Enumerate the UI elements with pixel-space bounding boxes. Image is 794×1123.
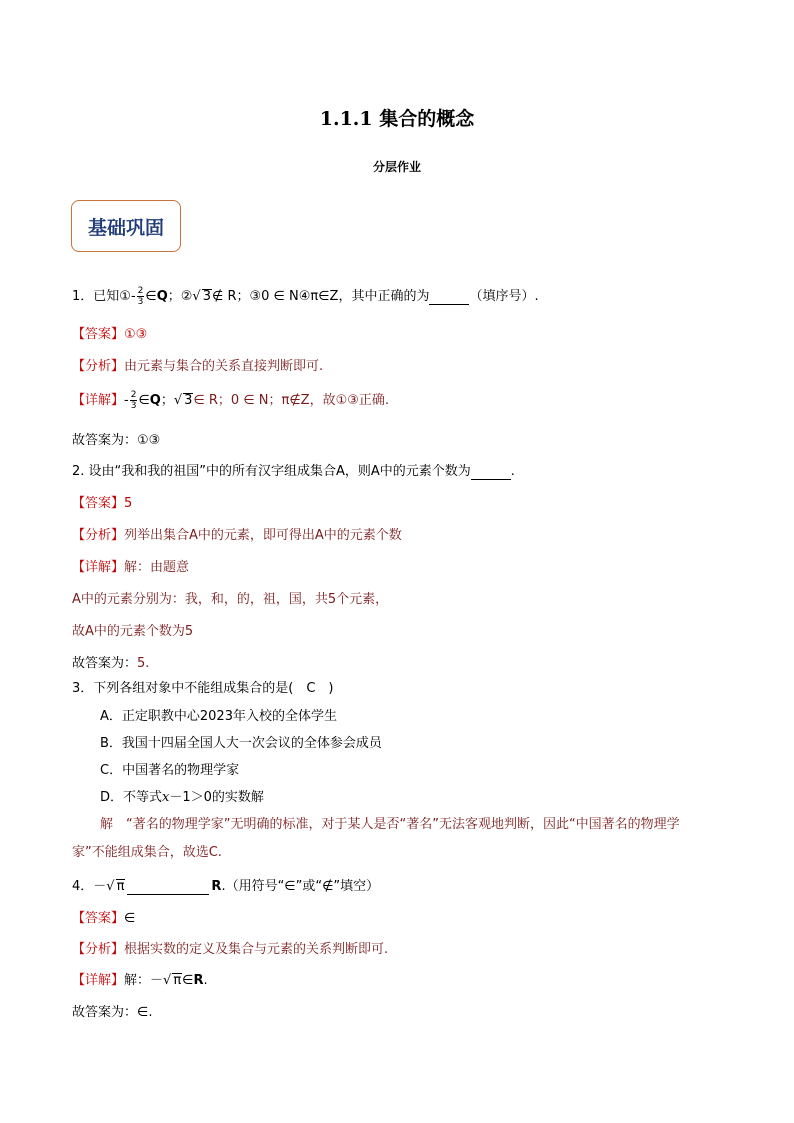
question-1-answer — [72, 323, 147, 342]
question-3-option-a: A．正定职教中心2023年入校的全体学生 — [100, 709, 337, 724]
question-1-conclusion — [72, 429, 160, 448]
question-2-text: 2. 设由“我和我的祖国”中的所有汉字组成集合A，则A中的元素个数为 — [72, 464, 471, 479]
sqrt-radicand: 3 — [184, 393, 193, 408]
question-2-answer — [72, 492, 132, 511]
analysis-label: 【分析】 — [72, 942, 125, 957]
question-2-stem — [72, 460, 515, 480]
answer-value: 5 — [124, 496, 133, 511]
question-2-detail-line2: 故A中的元素个数为5 — [72, 624, 194, 639]
question-1-text: ∉ R；③0 ∈ N④π∈Z，其中正确的为 — [212, 289, 430, 304]
question-1-analysis — [72, 355, 323, 374]
question-1-stem — [72, 285, 539, 307]
question-4-text: .（用符号“∈”或“∉”填空） — [221, 879, 380, 894]
detail-label: 【详解】 — [72, 393, 125, 408]
analysis-text: 根据实数的定义及集合与元素的关系判断即可. — [124, 942, 389, 957]
analysis-text: 由元素与集合的关系直接判断即可. — [124, 359, 324, 374]
question-3-option-b: B．我国十四届全国人大一次会议的全体参会成员 — [100, 736, 382, 751]
sqrt-symbol: √ — [192, 289, 201, 304]
fraction-denominator: 3 — [130, 401, 137, 411]
sqrt-radicand: π — [116, 879, 125, 894]
detail-text: ∈ R；0 ∈ N；π∉Z，故①③正确. — [193, 393, 390, 408]
question-3-stem: 3．下列各组对象中不能组成集合的是( C ) — [72, 681, 334, 696]
conclusion-value: ①③ — [137, 433, 161, 448]
sqrt-radicand: 3 — [202, 289, 211, 304]
answer-blank[interactable] — [429, 289, 469, 305]
sqrt-symbol: √ — [163, 973, 172, 988]
question-4-number: 4． — [72, 879, 94, 894]
question-3-solution-line2: 家”不能组成集合，故选C. — [72, 845, 222, 860]
element-of-symbol: ∈ — [138, 393, 150, 408]
set-q: Q — [156, 289, 168, 304]
fraction-numerator: 2 — [137, 286, 144, 296]
question-3-solution-line1: 解 “著名的物理学家”无明确的标准，对于某人是否“著名”无法客观地判断，因此“中国著名的物理学 — [100, 817, 680, 832]
question-2-detail-line1: A中的元素分别为：我，和，的，祖，国，共5个元素， — [72, 592, 389, 607]
analysis-text: 列举出集合A中的元素，即可得出A中的元素个数 — [124, 528, 402, 543]
variable-x: x — [162, 790, 170, 805]
conclusion-value: 5. — [137, 656, 150, 671]
conclusion-label: 故答案为： — [72, 433, 138, 448]
detail-text: 解：由题意 — [124, 560, 190, 575]
fraction — [137, 286, 145, 307]
conclusion-label: 故答案为： — [72, 656, 138, 671]
set-r: R — [211, 879, 222, 894]
detail-text: 解：－ — [124, 973, 164, 988]
question-3-option-d — [100, 786, 264, 805]
question-1-number: 1．已知① — [72, 289, 131, 304]
element-of-symbol: ∈ — [145, 289, 157, 304]
question-2-conclusion — [72, 652, 149, 671]
fraction-denominator: 3 — [137, 297, 144, 307]
minus-sign: － — [93, 879, 107, 894]
answer-blank[interactable] — [471, 464, 511, 480]
fraction — [130, 390, 138, 411]
fraction-numerator: 2 — [130, 390, 137, 400]
option-d-text: D．不等式 — [100, 790, 163, 805]
question-4-analysis — [72, 938, 388, 957]
question-1-text: （填序号）. — [469, 289, 539, 304]
question-4-stem — [72, 875, 379, 895]
question-2-text: . — [510, 464, 515, 479]
minus-sign: - — [130, 289, 136, 304]
detail-text: . — [203, 973, 208, 988]
answer-value: ①③ — [124, 327, 148, 342]
question-1-text: ；② — [167, 289, 193, 304]
sqrt-symbol: √ — [106, 879, 115, 894]
section-badge — [71, 200, 181, 252]
element-of-symbol: ∈ — [182, 973, 194, 988]
question-4-detail — [72, 969, 208, 988]
conclusion-label: 故答案为： — [72, 1005, 138, 1020]
detail-text: ； — [160, 393, 174, 408]
sqrt-radicand: π — [173, 973, 182, 988]
question-2-analysis — [72, 524, 402, 543]
detail-label: 【详解】 — [72, 973, 125, 988]
answer-label: 【答案】 — [72, 911, 125, 926]
question-4-answer — [72, 907, 135, 926]
question-3-option-c: C．中国著名的物理学家 — [100, 763, 240, 778]
set-q: Q — [149, 393, 161, 408]
sqrt-symbol: √ — [173, 393, 183, 408]
answer-value: ∈ — [124, 911, 136, 926]
answer-blank[interactable] — [127, 879, 209, 895]
conclusion-value: ∈. — [137, 1005, 153, 1020]
set-r: R — [193, 973, 204, 988]
analysis-label: 【分析】 — [72, 528, 125, 543]
option-d-text: －1＞0的实数解 — [169, 790, 264, 805]
minus-sign: - — [124, 393, 129, 408]
answer-label: 【答案】 — [72, 496, 125, 511]
analysis-label: 【分析】 — [72, 359, 125, 374]
page-title: 1.1.1 集合的概念 — [319, 108, 475, 130]
page-subtitle: 分层作业 — [372, 160, 421, 174]
question-4-conclusion — [72, 1001, 152, 1020]
section-badge-label: 基础巩固 — [87, 216, 164, 239]
answer-label: 【答案】 — [72, 327, 125, 342]
detail-label: 【详解】 — [72, 560, 125, 575]
question-2-detail — [72, 556, 189, 575]
question-1-detail — [72, 389, 389, 411]
